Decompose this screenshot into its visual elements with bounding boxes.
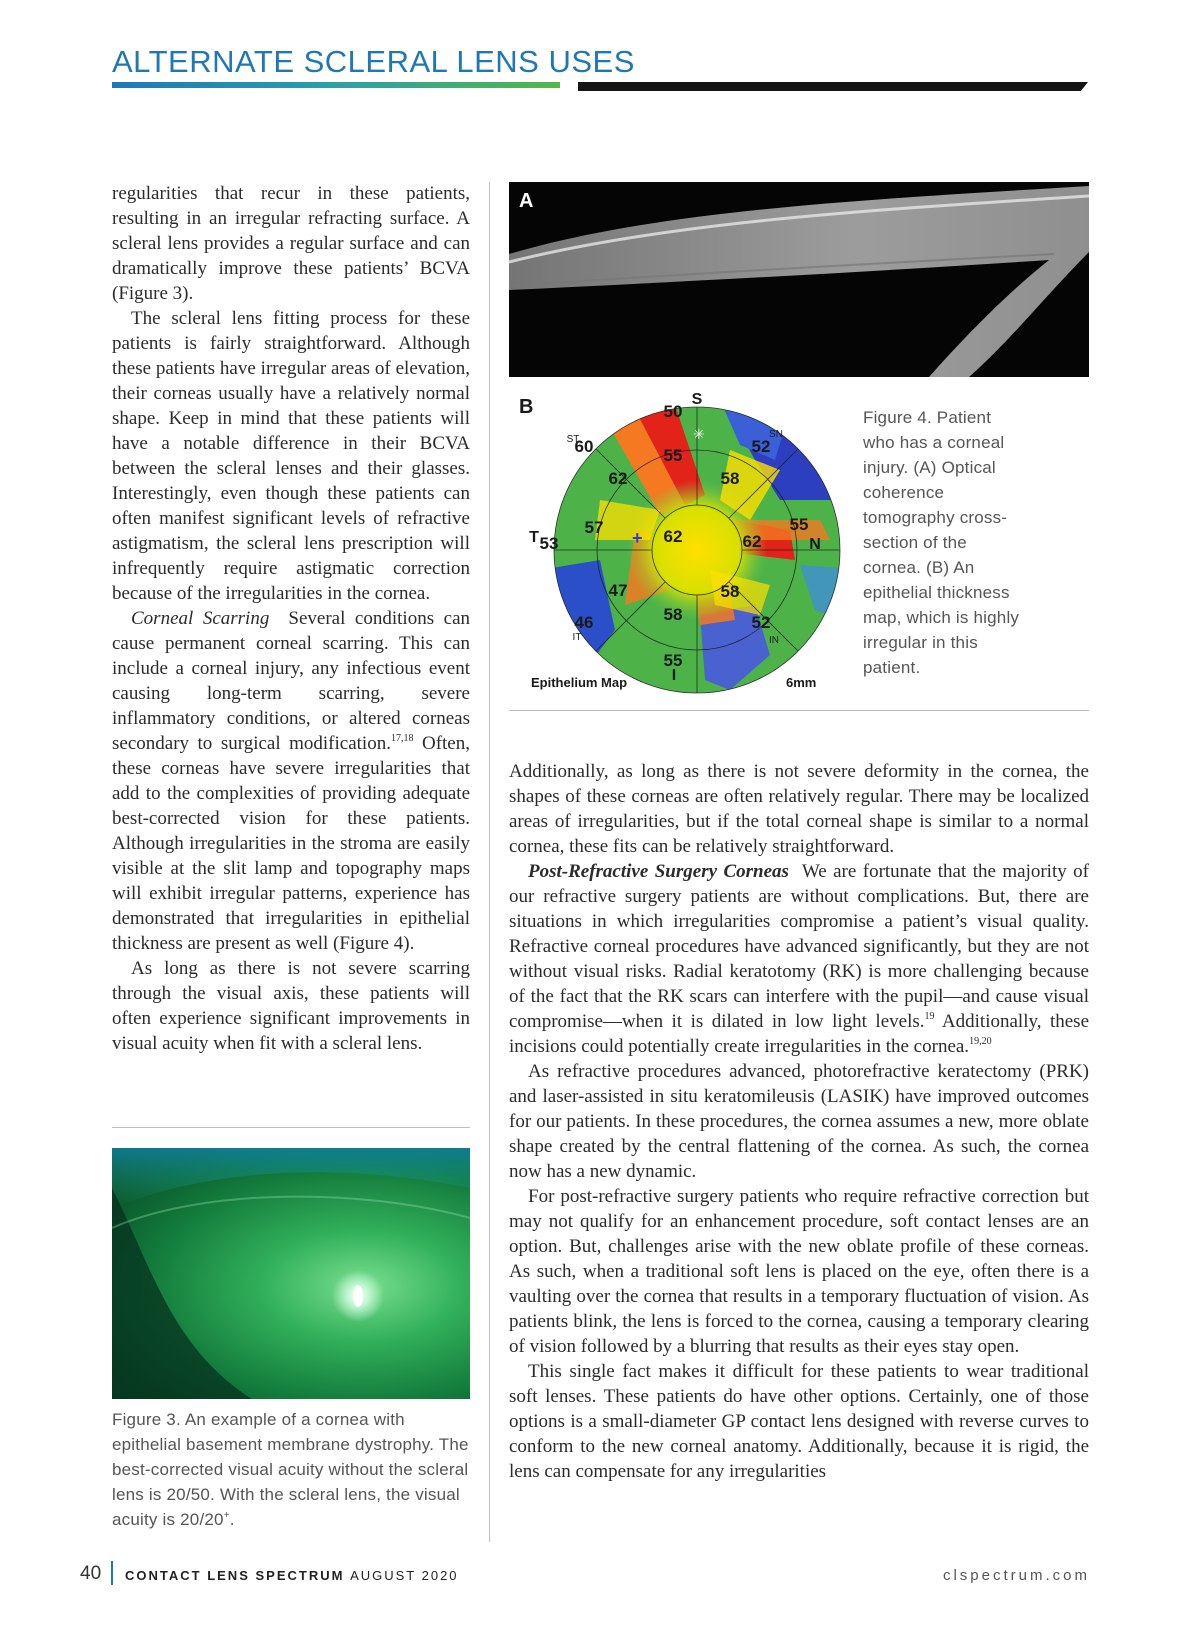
figure-4-caption: Figure 4. Patient who has a corneal injury. (A) Optical coherence tomography cross-section of the cornea. (B) An epithelial thickness map, which is highly irregular in this patient. xyxy=(863,408,1020,677)
map-value: 53 xyxy=(539,534,559,553)
column-divider xyxy=(489,182,490,1542)
direction-n: N xyxy=(809,536,821,553)
direction-in: IN xyxy=(769,635,779,646)
direction-st: ST xyxy=(566,434,580,445)
map-scale: 6mm xyxy=(786,675,817,690)
direction-it: IT xyxy=(572,632,582,643)
section-title-underline xyxy=(112,82,560,88)
caption-text: Figure 3. An example of a cornea with epithelial basement membrane dystrophy. The best-corrected visual acuity without the scleral lens is 20/50. With the scleral lens, the visual acuity is 20/20 xyxy=(112,1410,469,1529)
column-rule xyxy=(112,1127,470,1128)
page-number: 40 xyxy=(80,1563,102,1584)
paragraph: As refractive procedures advanced, photorefractive keratectomy (PRK) and laser-assisted in situ keratomileusis (LASIK) have improved outcomes for our patients. In these procedures, the cornea assumes a new, more oblate shape created by the central flattening of the cornea. As such, the cornea now has a new dynamic. xyxy=(509,1061,1089,1182)
epithelium-map xyxy=(529,390,870,715)
issue-date: AUGUST 2020 xyxy=(350,1568,459,1583)
map-value: 57 xyxy=(584,518,604,537)
section-title: ALTERNATE SCLERAL LENS USES xyxy=(112,44,635,79)
map-value: 60 xyxy=(574,437,594,456)
map-value: 58 xyxy=(663,605,683,624)
right-column xyxy=(509,759,1089,1484)
paragraph xyxy=(509,859,1089,1059)
subheading-corneal-scarring: Corneal Scarring xyxy=(131,608,270,629)
paragraph: For post-refractive surgery patients who require refractive correction but may not qualify for an enhancement procedure, soft contact lenses are an option. But, challenges arise with the new oblate profile of these corneas. As such, when a traditional soft lens is placed on the eye, often there is a vaulting over the cornea that results in a temporary fluctuation of vision. As patients blink, the lens is forced to the cornea, causing a temporary clearing of vision followed by a blurring that results as their eyes stay open. xyxy=(509,1186,1089,1357)
reference-superscript: 17,18 xyxy=(390,733,414,744)
paragraph-text: Several conditions can cause permanent corneal scarring. This can include a corneal injury, any infectious event causing long-term scarring, severe inflammatory conditions, or altered corneas secondary to surgical modification. xyxy=(112,608,471,754)
paragraph: This single fact makes it difficult for these patients to wear traditional soft lenses. These patients do have other options. Certainly, one of those options is a small-diameter GP contact lens designed with reverse curves to conform to the new corneal anatomy. Additionally, because it is rigid, the lens can compensate for any irregularities xyxy=(509,1361,1089,1482)
figure-3-image xyxy=(112,1148,470,1399)
map-value: 52 xyxy=(751,613,771,632)
figure-4a-oct-image xyxy=(509,182,1089,377)
map-value: 50 xyxy=(663,402,683,421)
paragraph-text: Additionally, these incisions could potentially create irregularities in the cornea. xyxy=(509,1011,1089,1057)
map-value: 58 xyxy=(720,469,740,488)
publication-line xyxy=(125,1568,459,1583)
figure-rule xyxy=(509,710,1089,711)
map-value: 55 xyxy=(663,446,683,465)
map-value: 55 xyxy=(663,651,683,670)
map-value: 47 xyxy=(608,581,628,600)
map-value: 52 xyxy=(751,437,771,456)
left-column xyxy=(112,181,470,1056)
star-marker-icon: ✳ xyxy=(693,426,705,442)
panel-label-a: A xyxy=(519,190,534,212)
map-value: 58 xyxy=(720,582,740,601)
caption-end: . xyxy=(229,1510,235,1529)
map-label: Epithelium Map xyxy=(531,675,628,690)
footer-divider xyxy=(111,1561,113,1585)
map-value: 62 xyxy=(663,527,683,546)
paragraph: Additionally, as long as there is not severe deformity in the cornea, the shapes of these corneas are often relatively regular. There may be localized areas of irregularities, but if the total corneal shape is similar to a normal cornea, these fits can be relatively straightforward. xyxy=(509,761,1089,857)
map-value: 55 xyxy=(789,515,809,534)
caption-superscript: + xyxy=(223,1510,230,1521)
paragraph: As long as there is not severe scarring through the visual axis, these patients will often experience significant improvements in visual acuity when fit with a scleral lens. xyxy=(112,958,470,1054)
plus-marker-icon: + xyxy=(632,528,643,548)
map-value: 62 xyxy=(742,532,762,551)
paragraph: regularities that recur in these patients, resulting in an irregular refracting surface. A scleral lens provides a regular surface and can dramatically improve these patients’ BCVA (Figure 3). xyxy=(112,183,470,304)
panel-label-b: B xyxy=(519,396,534,418)
direction-s: S xyxy=(691,391,703,408)
publication-name: CONTACT LENS SPECTRUM xyxy=(125,1568,345,1583)
reference-superscript: 19 xyxy=(924,1011,935,1022)
subheading-post-refractive: Post-Refractive Surgery Corneas xyxy=(528,861,789,882)
direction-t: T xyxy=(529,529,539,546)
header-rule xyxy=(578,82,1088,91)
figure-3-caption xyxy=(112,1407,472,1532)
map-value: 46 xyxy=(574,613,594,632)
paragraph-text: We are fortunate that the majority of our refractive surgery patients are without complications. But, there are situations in which irregularities compromise a patient’s visual quality. Refractive corneal procedures have advanced significantly, but they are not without visual risks. Radial keratotomy (RK) is more challenging because of the fact that the RK scars can interfere with the pupil—and cause visual compromise—when it is dilated in low light levels. xyxy=(509,861,1090,1032)
website-link[interactable]: clspectrum.com xyxy=(942,1567,1090,1584)
map-value: 62 xyxy=(608,469,628,488)
paragraph xyxy=(112,606,470,956)
paragraph: The scleral lens fitting process for these patients is fairly straightforward. Although these patients have irregular areas of elevation, their corneas usually have a relatively normal shape. Keep in mind that these patients will have a notable difference in their BCVA between the scleral lenses and their glasses. Interestingly, even though these patients can often manifest significant levels of refractive astigmatism, the scleral lens prescription will infrequently require astigmatic correction because of the irregularities in the cornea. xyxy=(112,308,470,604)
paragraph-text: Often, these corneas have severe irregularities that add to the complexities of providing adequate best-corrected vision for these patients. Although irregularities in the stroma are easily visible at the slit lamp and topography maps will exhibit irregular patterns, experience has demonstrated that irregularities in epithelial thickness are present as well (Figure 4). xyxy=(112,733,470,954)
direction-sn: SN xyxy=(769,429,783,440)
direction-i: I xyxy=(671,667,677,684)
reference-superscript: 19,20 xyxy=(969,1036,992,1047)
